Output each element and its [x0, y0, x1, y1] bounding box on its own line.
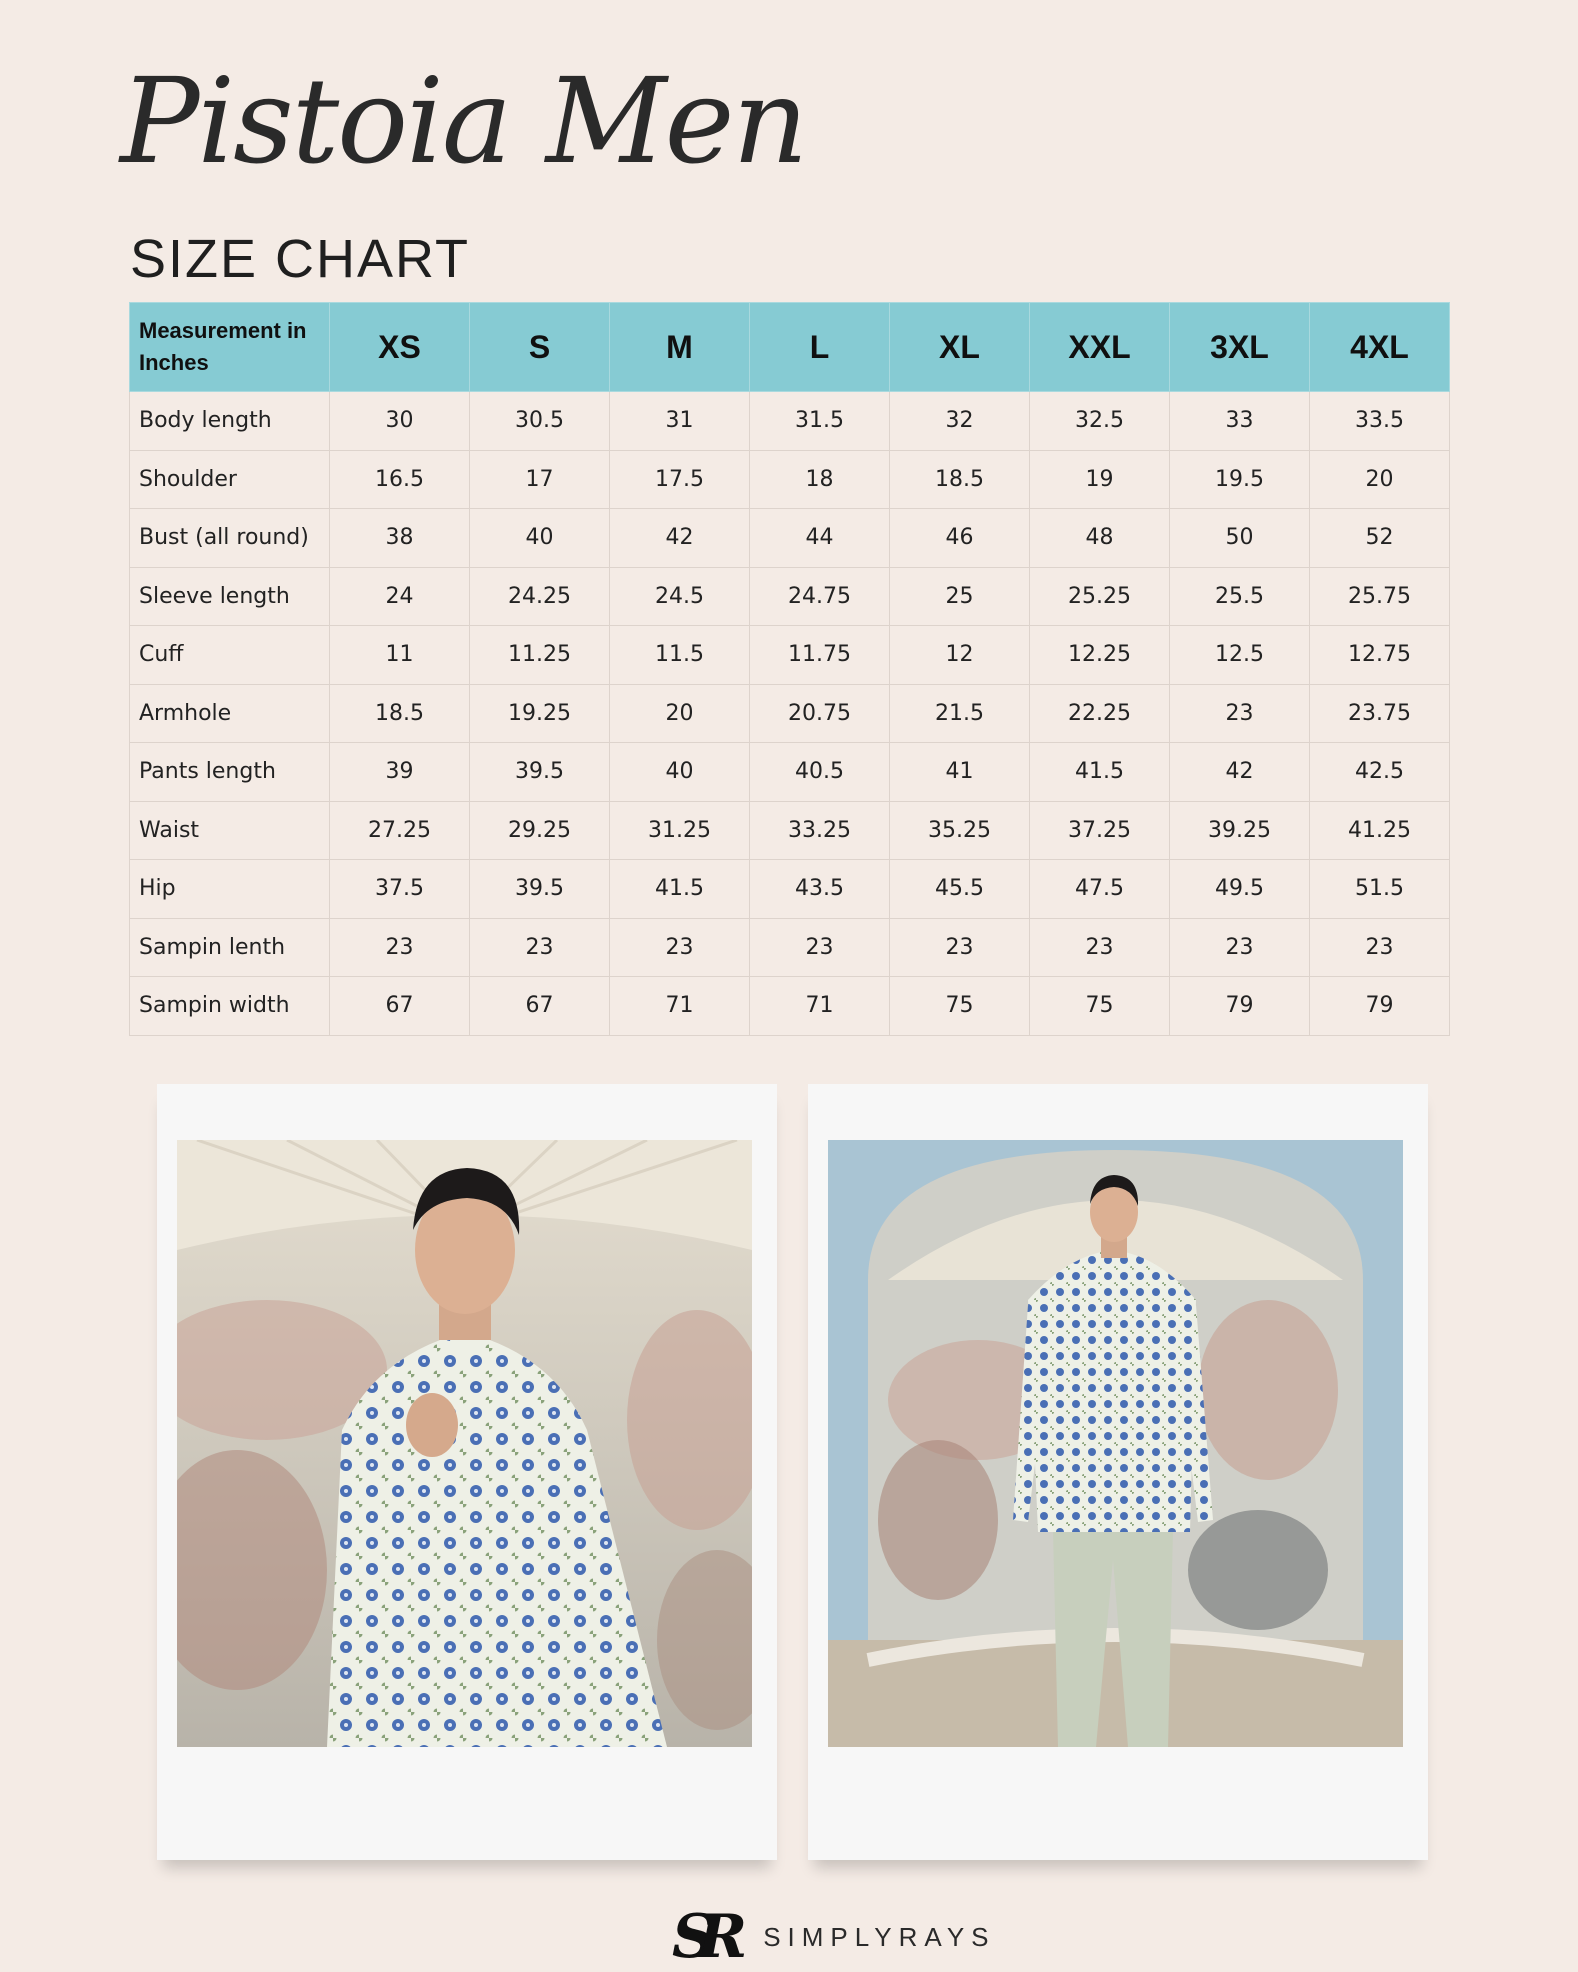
model-fulllength-photo	[828, 1140, 1403, 1747]
measurement-cell: 38	[330, 509, 470, 568]
measurement-cell: 18	[750, 450, 890, 509]
measurement-cell: 22.25	[1030, 684, 1170, 743]
table-row	[130, 567, 1450, 626]
table-row	[130, 626, 1450, 685]
measurement-cell: 33.5	[1310, 392, 1450, 451]
size-header-l: L	[750, 303, 890, 392]
table-row	[130, 392, 1450, 451]
measurement-cell: 23	[750, 918, 890, 977]
script-title: Pistoia Men	[120, 52, 807, 190]
measurement-cell: 23	[470, 918, 610, 977]
size-header-m: M	[610, 303, 750, 392]
measurement-cell: 24.75	[750, 567, 890, 626]
measurement-cell: 42	[610, 509, 750, 568]
measurement-cell: 39.5	[470, 743, 610, 802]
row-label: Bust (all round)	[130, 509, 330, 568]
measurement-cell: 46	[890, 509, 1030, 568]
measurement-cell: 71	[610, 977, 750, 1036]
measurement-cell: 23	[1310, 918, 1450, 977]
row-label: Sampin width	[130, 977, 330, 1036]
measurement-cell: 23.75	[1310, 684, 1450, 743]
measurement-cell: 39.25	[1170, 801, 1310, 860]
measurement-cell: 16.5	[330, 450, 470, 509]
size-header-3xl: 3XL	[1170, 303, 1310, 392]
measurement-cell: 41.5	[610, 860, 750, 919]
row-label: Armhole	[130, 684, 330, 743]
measurement-cell: 27.25	[330, 801, 470, 860]
measurement-cell: 37.25	[1030, 801, 1170, 860]
row-label: Hip	[130, 860, 330, 919]
measurement-cell: 29.25	[470, 801, 610, 860]
row-label: Sampin lenth	[130, 918, 330, 977]
measurement-cell: 20	[610, 684, 750, 743]
measurement-cell: 32	[890, 392, 1030, 451]
measurement-cell: 18.5	[330, 684, 470, 743]
measurement-cell: 33	[1170, 392, 1310, 451]
measurement-cell: 39.5	[470, 860, 610, 919]
table-row	[130, 684, 1450, 743]
table-row	[130, 918, 1450, 977]
measurement-cell: 25.5	[1170, 567, 1310, 626]
page-title: SIZE CHART	[130, 229, 471, 289]
brand-name: SIMPLYRAYS	[763, 1921, 996, 1952]
measurement-cell: 12.5	[1170, 626, 1310, 685]
size-header-4xl: 4XL	[1310, 303, 1450, 392]
size-header-xxl: XXL	[1030, 303, 1170, 392]
measurement-cell: 12.75	[1310, 626, 1450, 685]
measurement-cell: 47.5	[1030, 860, 1170, 919]
measurement-cell: 79	[1170, 977, 1310, 1036]
photo-card-closeup	[157, 1084, 777, 1860]
photo-card-fulllength	[808, 1084, 1428, 1860]
measurement-cell: 30.5	[470, 392, 610, 451]
measurement-cell: 12.25	[1030, 626, 1170, 685]
measurement-cell: 35.25	[890, 801, 1030, 860]
row-label: Cuff	[130, 626, 330, 685]
measurement-cell: 51.5	[1310, 860, 1450, 919]
measurement-cell: 40.5	[750, 743, 890, 802]
measurement-cell: 41.25	[1310, 801, 1450, 860]
measurement-cell: 43.5	[750, 860, 890, 919]
table-row	[130, 977, 1450, 1036]
measurement-cell: 23	[330, 918, 470, 977]
row-label: Waist	[130, 801, 330, 860]
measurement-cell: 11.5	[610, 626, 750, 685]
measurement-cell: 52	[1310, 509, 1450, 568]
measurement-cell: 11	[330, 626, 470, 685]
measurement-cell: 19.25	[470, 684, 610, 743]
measurement-cell: 33.25	[750, 801, 890, 860]
measurement-cell: 23	[890, 918, 1030, 977]
measurement-cell: 17	[470, 450, 610, 509]
table-header-row	[130, 303, 1450, 392]
measurement-cell: 31.5	[750, 392, 890, 451]
measurement-cell: 11.25	[470, 626, 610, 685]
measurement-cell: 21.5	[890, 684, 1030, 743]
measurement-cell: 49.5	[1170, 860, 1310, 919]
measurement-cell: 42	[1170, 743, 1310, 802]
measurement-cell: 67	[330, 977, 470, 1036]
measurement-cell: 24.25	[470, 567, 610, 626]
measurement-cell: 75	[890, 977, 1030, 1036]
brand-logo	[672, 1902, 996, 1972]
size-chart-table	[129, 302, 1450, 1036]
size-header-s: S	[470, 303, 610, 392]
measurement-cell: 40	[470, 509, 610, 568]
row-label: Shoulder	[130, 450, 330, 509]
measurement-cell: 25	[890, 567, 1030, 626]
row-label: Pants length	[130, 743, 330, 802]
measurement-cell: 39	[330, 743, 470, 802]
measurement-cell: 44	[750, 509, 890, 568]
measurement-cell: 41.5	[1030, 743, 1170, 802]
measurement-cell: 11.75	[750, 626, 890, 685]
model-closeup-photo	[177, 1140, 752, 1747]
measurement-cell: 12	[890, 626, 1030, 685]
measurement-cell: 45.5	[890, 860, 1030, 919]
measurement-cell: 42.5	[1310, 743, 1450, 802]
table-row	[130, 509, 1450, 568]
measurement-cell: 79	[1310, 977, 1450, 1036]
measurement-cell: 23	[1170, 918, 1310, 977]
table-row	[130, 860, 1450, 919]
size-header-xl: XL	[890, 303, 1030, 392]
measurement-cell: 24	[330, 567, 470, 626]
measurement-cell: 41	[890, 743, 1030, 802]
table-row	[130, 743, 1450, 802]
measurement-cell: 23	[1170, 684, 1310, 743]
measurement-cell: 37.5	[330, 860, 470, 919]
measurement-cell: 71	[750, 977, 890, 1036]
measurement-cell: 25.75	[1310, 567, 1450, 626]
size-header-xs: XS	[330, 303, 470, 392]
measurement-cell: 25.25	[1030, 567, 1170, 626]
measurement-cell: 23	[1030, 918, 1170, 977]
measurement-cell: 50	[1170, 509, 1310, 568]
measurement-cell: 48	[1030, 509, 1170, 568]
brand-mark: SR	[672, 1902, 730, 1972]
measurement-cell: 31.25	[610, 801, 750, 860]
measurement-cell: 75	[1030, 977, 1170, 1036]
measurement-cell: 19	[1030, 450, 1170, 509]
table-row	[130, 801, 1450, 860]
measurement-cell: 20	[1310, 450, 1450, 509]
measurement-cell: 32.5	[1030, 392, 1170, 451]
table-row	[130, 450, 1450, 509]
measurement-cell: 20.75	[750, 684, 890, 743]
row-label: Sleeve length	[130, 567, 330, 626]
measurement-cell: 30	[330, 392, 470, 451]
measurement-cell: 40	[610, 743, 750, 802]
measurement-cell: 31	[610, 392, 750, 451]
measurement-cell: 24.5	[610, 567, 750, 626]
corner-label: Measurement in Inches	[130, 303, 330, 392]
measurement-cell: 18.5	[890, 450, 1030, 509]
measurement-cell: 17.5	[610, 450, 750, 509]
measurement-cell: 67	[470, 977, 610, 1036]
measurement-cell: 23	[610, 918, 750, 977]
row-label: Body length	[130, 392, 330, 451]
measurement-cell: 19.5	[1170, 450, 1310, 509]
